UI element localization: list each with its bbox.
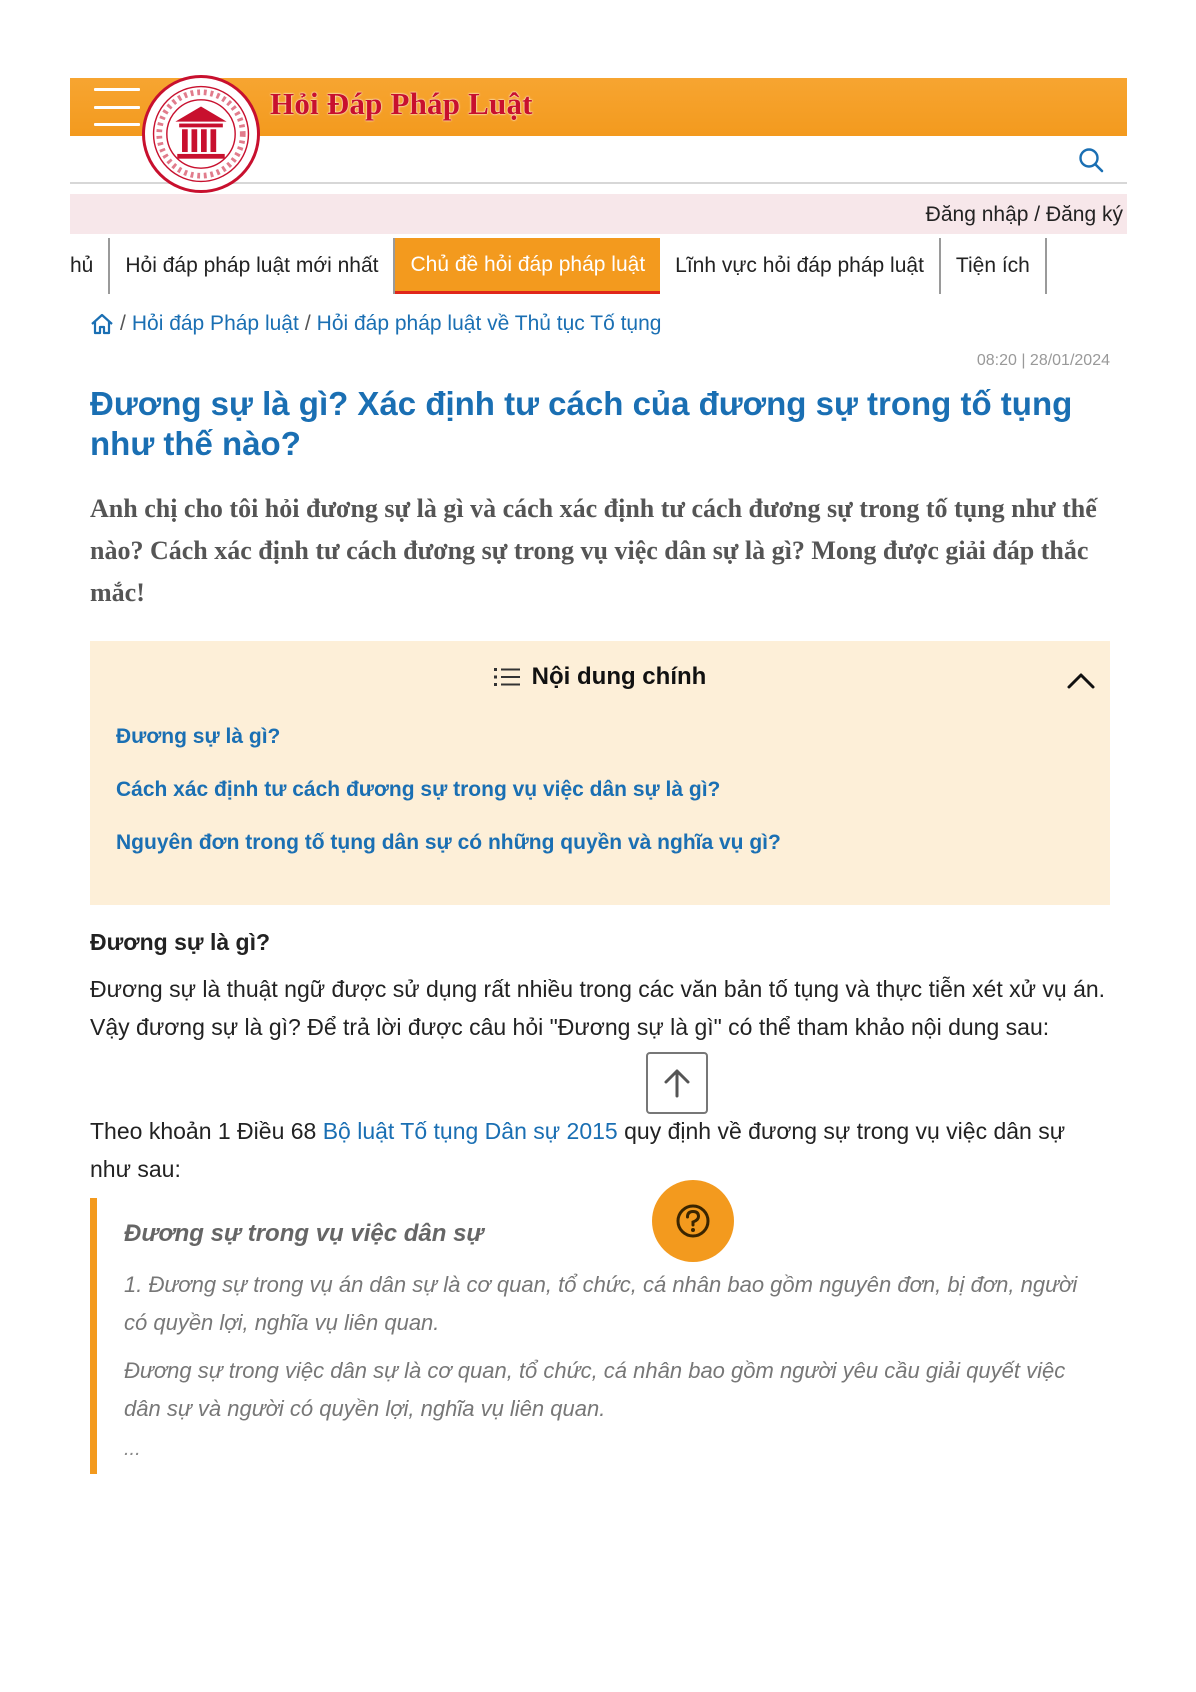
breadcrumb-separator: /: [304, 312, 311, 335]
quote-ellipsis: ...: [124, 1438, 141, 1460]
breadcrumb-separator: /: [120, 312, 126, 335]
auth-separator: /: [1028, 203, 1046, 226]
article-title: Đương sự là gì? Xác định tư cách của đương sự trong tố tụng như thế nào?: [90, 385, 1073, 462]
site-title[interactable]: Hỏi Đáp Pháp Luật: [270, 86, 533, 121]
auth-bar: [70, 194, 1127, 234]
breadcrumb-item-1[interactable]: Hỏi đáp Pháp luật: [131, 312, 299, 335]
nav-item-utilities[interactable]: Tiện ích: [941, 238, 1047, 294]
quote-paragraph: Đương sự trong việc dân sự là cơ quan, tổ chức, cá nhân bao gồm người yêu cầu giải quyết việc dân sự và người có quyền lợi, nghĩa vụ liên quan.: [124, 1358, 1066, 1421]
menu-icon[interactable]: [94, 88, 140, 126]
section-paragraph: Đương sự là thuật ngữ được sử dụng rất nhiều trong các văn bản tố tụng và thực tiễn xét xử vụ án. Vậy đương sự là gì? Để trả lời được câu hỏi "Đương sự là gì" có thể tham khảo nội dung sau:: [90, 976, 1106, 1040]
site-logo[interactable]: [142, 75, 260, 193]
auth-links: [926, 203, 1123, 227]
section-paragraph-law: [90, 1112, 1110, 1188]
article-lead: Anh chị cho tôi hỏi đương sự là gì và cách xác định tư cách đương sự trong tố tụng như thế nào? Cách xác định tư cách đương sự trong vụ việc dân sự là gì? Mong được giải đáp thắc mắc!: [90, 494, 1097, 607]
toc-link[interactable]: Cách xác định tư cách đương sự trong vụ việc dân sự là gì?: [116, 778, 721, 801]
nav-item-home[interactable]: hủ: [70, 238, 110, 294]
toc-links: [116, 723, 781, 882]
para-text: Theo khoản 1 Điều 68: [90, 1118, 323, 1144]
pillars-seal-logo-icon: [145, 78, 257, 190]
article-content: [90, 312, 1110, 1460]
breadcrumb: [90, 312, 1110, 336]
toc-heading-label: Nội dung chính: [531, 663, 707, 690]
arrow-up-icon: [660, 1066, 694, 1100]
breadcrumb-item-2[interactable]: Hỏi đáp pháp luật về Thủ tục Tố tụng: [316, 312, 662, 335]
home-icon[interactable]: [90, 313, 114, 335]
publish-date: 08:20 | 28/01/2024: [976, 352, 1110, 369]
login-link[interactable]: Đăng nhập: [925, 203, 1029, 226]
quote-paragraph: 1. Đương sự trong vụ án dân sự là cơ quan, tổ chức, cá nhân bao gồm nguyên đơn, bị đơn, người có quyền lợi, nghĩa vụ liên quan.: [124, 1272, 1078, 1335]
toc-link[interactable]: Nguyên đơn trong tố tụng dân sự có những quyền và nghĩa vụ gì?: [116, 831, 781, 854]
help-button[interactable]: [652, 1180, 734, 1262]
nav-item-latest[interactable]: Hỏi đáp pháp luật mới nhất: [110, 238, 395, 294]
register-link[interactable]: Đăng ký: [1045, 203, 1123, 226]
list-icon: [494, 666, 520, 688]
nav-item-fields[interactable]: Lĩnh vực hỏi đáp pháp luật: [660, 238, 941, 294]
nav-item-topics[interactable]: Chủ đề hỏi đáp pháp luật: [395, 238, 660, 294]
law-quote: [90, 1198, 1110, 1474]
toc-heading: [90, 663, 1110, 691]
law-link[interactable]: Bộ luật Tố tụng Dân sự 2015: [322, 1118, 618, 1144]
question-icon: [675, 1203, 711, 1239]
toc-link[interactable]: Đương sự là gì?: [116, 725, 281, 748]
section-heading: Đương sự là gì?: [90, 929, 271, 955]
main-nav: [70, 238, 1127, 294]
table-of-contents: [90, 641, 1110, 905]
quote-title: Đương sự trong vụ việc dân sự: [124, 1220, 484, 1247]
search-icon[interactable]: [1077, 146, 1105, 174]
scroll-to-top-button[interactable]: [646, 1052, 708, 1114]
para-text: quy định về đương sự trong vụ việc dân sự như sau:: [90, 1118, 1066, 1182]
chevron-up-icon[interactable]: [1066, 671, 1096, 691]
